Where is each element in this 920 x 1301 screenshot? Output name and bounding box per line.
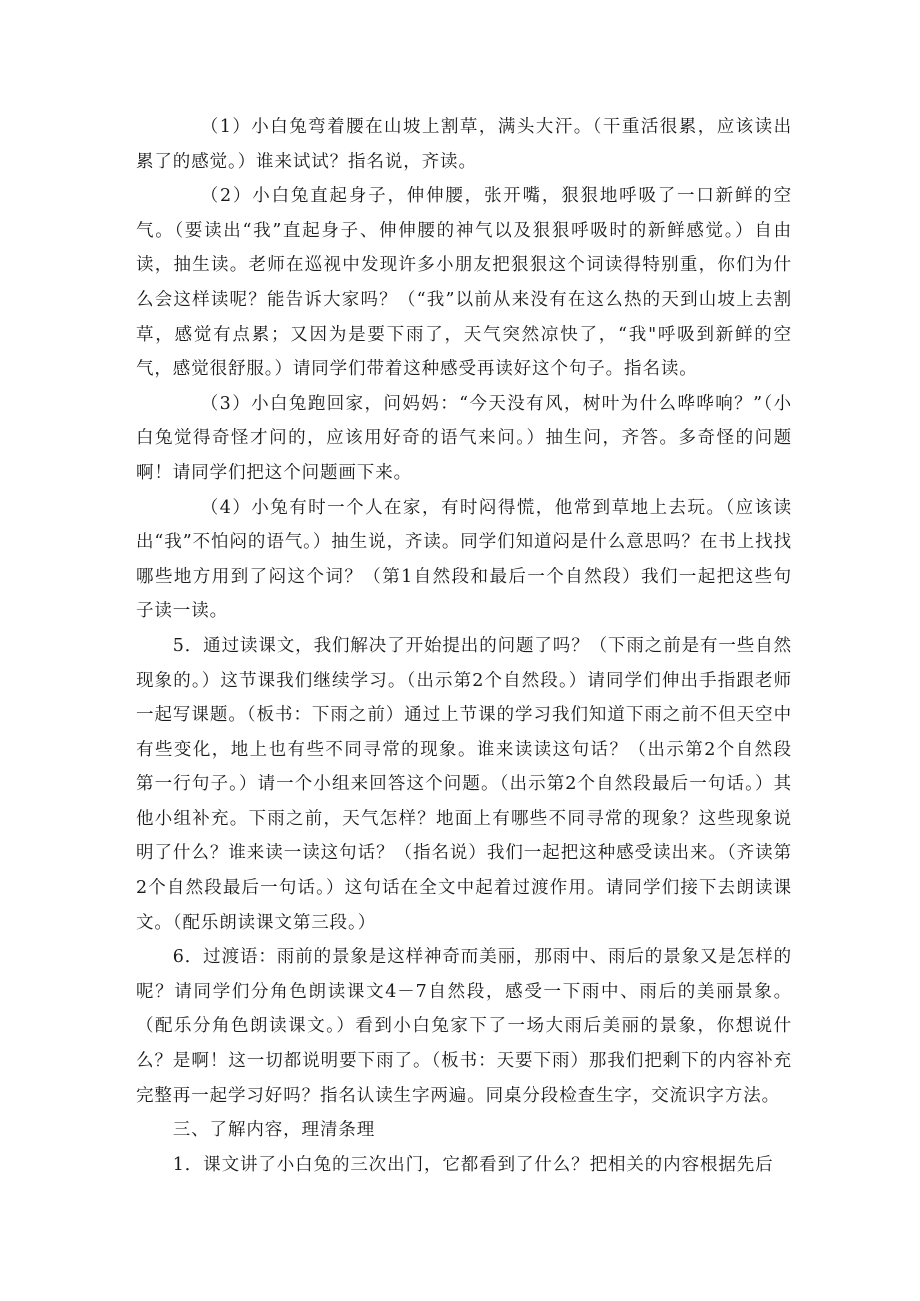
section-heading: 三、了解内容，理清条理: [172, 1120, 376, 1141]
paragraph-7: 1．课文讲了小白兔的三次出门，它都看到了什么？把相关的内容根据先后: [172, 1154, 774, 1175]
paragraph-6: 6．过渡语：雨前的景象是这样神奇而美丽，那雨中、雨后的景象又是怎样的呢？请同学们分角色朗读课文4－7自然段，感受一下雨中、雨后的美丽景象。（配乐分角色朗读课文。）看到小白兔家下了一场大雨后美丽的景象，你想说什么？是啊！这一切都说明要下雨了。（板书：天要下雨）那我们把剩下的内容补充完整再一起学习好吗？指名认读生字两遍。同桌分段检查生字，交流识字方法。: [136, 947, 792, 1106]
document-page: [136, 110, 792, 1182]
paragraph-2: （2）小白兔直起身子，伸伸腰，张开嘴，狠狠地呼吸了一口新鲜的空气。（要读出“我”直起身子、伸伸腰的神气以及狠狠呼吸时的新鲜感觉。）自由读，抽生读。老师在巡视中发现许多小朋友把狠狠这个词读得特别重，你们为什么会这样读呢？能告诉大家吗？（“我”以前从来没有在这么热的天到山坡上去割草，感觉有点累；又因为是要下雨了，天气突然凉快了，“我"呼吸到新鲜的空气，感觉很舒服。）请同学们带着这种感受再读好这个句子。指名读。: [136, 186, 792, 380]
paragraph-1: （1）小白兔弯着腰在山坡上割草，满头大汗。（干重活很累，应该读出累了的感觉。）谁来试试？指名说，齐读。: [136, 117, 792, 172]
paragraph-3: （3）小白兔跑回家，问妈妈：“今天没有风，树叶为什么哗哗响？”（小白兔觉得奇怪才问的，应该用好奇的语气来问。）抽生问，齐答。多奇怪的问题啊！请同学们把这个问题画下来。: [136, 393, 792, 483]
paragraph-5: 5．通过读课文，我们解决了开始提出的问题了吗？（下雨之前是有一些自然现象的。）这节课我们继续学习。（出示第2个自然段。）请同学们伸出手指跟老师一起写课题。（板书：下雨之前）通过上节课的学习我们知道下雨之前不但天空中有些变化，地上也有些不同寻常的现象。谁来读读这句话？（出示第2个自然段第一行句子。）请一个小组来回答这个问题。（出示第2个自然段最后一句话。）其他小组补充。下雨之前，天气怎样？地面上有哪些不同寻常的现象？这些现象说明了什么？谁来读一读这句话？（指名说）我们一起把这种感受读出来。（齐读第2个自然段最后一句话。）这句话在全文中起着过渡作用。请同学们接下去朗读课文。（配乐朗读课文第三段。）: [136, 635, 792, 933]
paragraph-4: （4）小兔有时一个人在家，有时闷得慌，他常到草地上去玩。（应该读出“我”不怕闷的语气。）抽生说，齐读。同学们知道闷是什么意思吗？在书上找找哪些地方用到了闷这个词？（第1自然段和最后一个自然段）我们一起把这些句子读一读。: [136, 497, 792, 622]
